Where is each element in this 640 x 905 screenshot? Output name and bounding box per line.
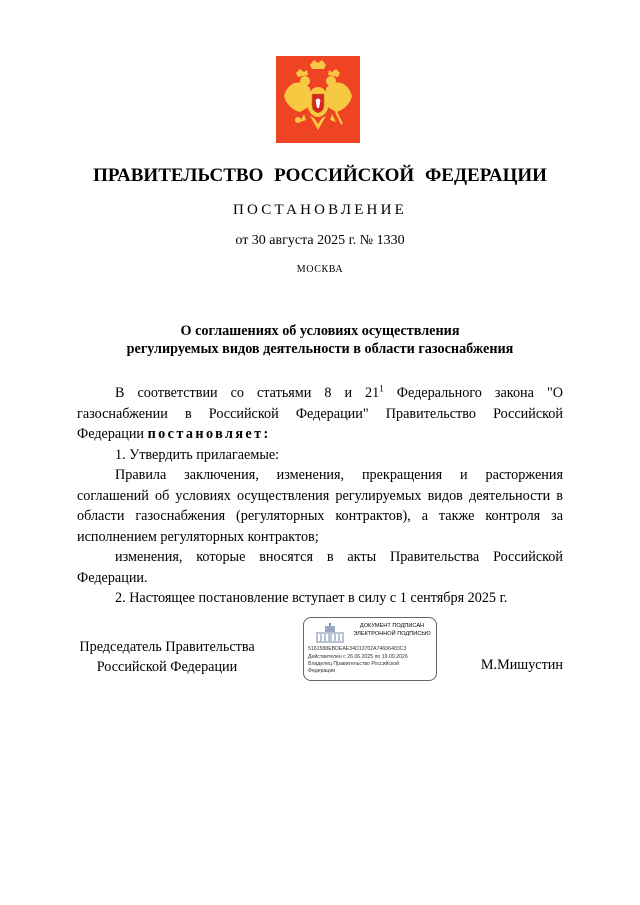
coat-of-arms-emblem [276, 56, 360, 143]
stamp-owner-line-1: Владелец Правительство Российской [308, 661, 400, 667]
subject-line-1: О соглашениях об условиях осуществления [180, 323, 460, 339]
stamp-serial: 5161588EBDEAE34D13702A74606483C3 [308, 646, 407, 652]
signer-name: М.Мишустин [480, 657, 563, 673]
paragraph-rules: Правила заключения, изменения, прекращения и расторжения соглашений об условиях осуществления регулируемых видов деятельности в области газоснабжения (регуляторных контрактов), а также контроля за исполнением регуляторных контрактов; [77, 467, 563, 545]
stamp-title-line-2: ЭЛЕКТРОННОЙ ПОДПИСЬЮ [353, 631, 431, 637]
paragraph-item-2: 2. Настоящее постановление вступает в силу с 1 сентября 2025 г. [115, 590, 508, 606]
government-title: ПРАВИТЕЛЬСТВО РОССИЙСКОЙ ФЕДЕРАЦИИ [93, 165, 547, 186]
building-icon [312, 623, 348, 645]
document-subject [80, 322, 560, 358]
stamp-title-line-1: ДОКУМЕНТ ПОДПИСАН [359, 623, 425, 629]
signer-position-line-2: Российской Федерации [96, 659, 238, 675]
stamp-validity: Действителен с 26.06.2025 по 19.09.2026 [308, 654, 408, 660]
subject-line-2: регулируемых видов деятельности в области газоснабжения [126, 341, 514, 357]
document-type: ПОСТАНОВЛЕНИЕ [233, 202, 407, 218]
document-city: МОСКВА [296, 264, 344, 275]
preamble-text-2: Федерального закона "О газоснабжении в Российской Федерации" Правительство Российской Федерации [77, 385, 563, 442]
document-date-number: от 30 августа 2025 г. № 1330 [235, 233, 405, 248]
signer-position [72, 637, 262, 677]
paragraph-item-1: 1. Утвердить прилагаемые: [115, 446, 280, 463]
electronic-signature-stamp [303, 617, 437, 681]
document-body [77, 383, 563, 609]
decree-word: постановляет: [147, 426, 271, 442]
signer-position-line-1: Председатель Правительства [79, 639, 255, 655]
stamp-title [350, 622, 434, 638]
paragraph-amendments: изменения, которые вносятся в акты Правительства Российской Федерации. [77, 549, 563, 586]
stamp-owner-line-2: Федерации [308, 668, 336, 674]
preamble-text-1: В соответствии со статьями 8 и 21 [115, 385, 380, 401]
article-superscript: 1 [379, 383, 384, 394]
paragraph-preamble [77, 383, 563, 445]
